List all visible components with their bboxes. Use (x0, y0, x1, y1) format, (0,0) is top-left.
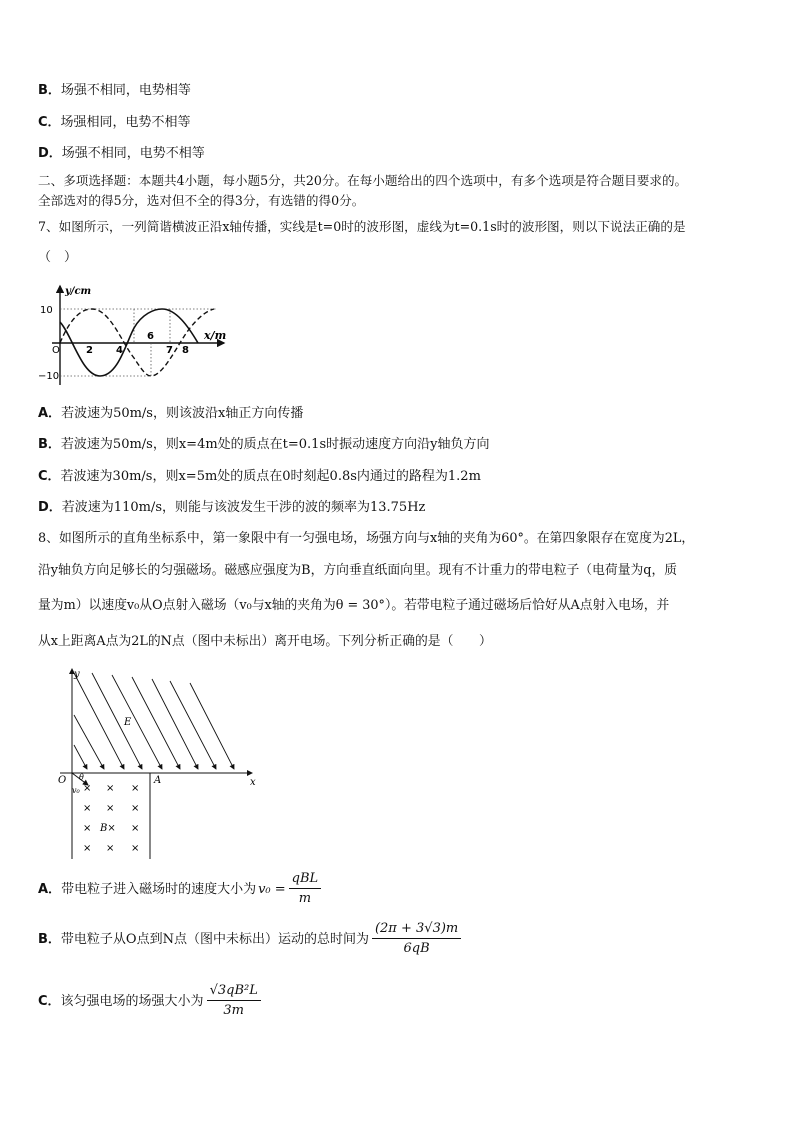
question-8-stem-line4: 从x上距离A点为2L的N点（图中未标出）离开电场。下列分析正确的是（ ） (38, 634, 492, 649)
svg-text:×: × (83, 823, 92, 834)
y-tick-10: 10 (40, 305, 53, 316)
option-text: 若波速为50m/s，则x=4m处的质点在t=0.1s时振动速度方向沿y轴负方向 (60, 437, 490, 452)
question-8-stem-line2: 沿y轴负方向足够长的匀强磁场。磁感应强度为B，方向垂直纸面向里。现有不计重力的带电粒子（电荷量为q，质 (38, 563, 678, 578)
section-heading: 二、多项选择题：本题共4小题，每小题5分，共20分。在每小题给出的四个选项中，有多个选项是符合题目要求的。 (38, 173, 688, 188)
question-8-stem-line1: 8、如图所示的直角坐标系中，第一象限中有一匀强电场，场强方向与x轴的夹角为60°。在第四象限存在宽度为2L， (38, 531, 695, 546)
option-label: D． (38, 146, 62, 161)
option-text: 带电粒子进入磁场时的速度大小为 (61, 882, 257, 897)
option-label: B． (38, 83, 61, 98)
y-axis-label: y (74, 669, 80, 680)
formula-fraction (207, 982, 261, 1021)
svg-text:×: × (83, 843, 92, 854)
option-c (38, 115, 191, 131)
magnetic-field-crosses (83, 783, 139, 854)
option-label: A． (38, 406, 62, 421)
option-label: B． (38, 932, 61, 947)
option-label: D． (38, 500, 62, 515)
formula-denominator: m (298, 891, 312, 906)
option-label: C． (38, 994, 61, 1009)
option-text: 场强不相同，电势不相等 (61, 146, 205, 161)
x-tick-2: 2 (86, 345, 93, 356)
formula-fraction (289, 870, 322, 909)
option-label: A． (38, 882, 62, 897)
option-text: 若波速为110m/s，则能与该波发生干涉的波的频率为13.75Hz (61, 500, 426, 515)
x-tick-7: 7 (166, 345, 173, 356)
svg-text:×: × (106, 803, 115, 814)
option-text: 带电粒子从O点到N点（图中未标出）运动的总时间为 (60, 932, 369, 947)
x-tick-4: 4 (116, 345, 123, 356)
svg-text:×: × (131, 803, 140, 814)
formula-numerator: (2π + 3√3)m (372, 920, 461, 939)
q8-option-a (38, 870, 321, 910)
svg-text:×: × (131, 783, 140, 794)
q7-option-b (38, 437, 489, 453)
theta-label: θ (79, 773, 84, 782)
option-text: 该匀强电场的场强大小为 (60, 994, 204, 1009)
option-label: B． (38, 437, 61, 452)
origin-label: O (58, 775, 67, 786)
x-tick-6: 6 (147, 331, 154, 342)
question-7-stem: 7、如图所示，一列简谐横波正沿x轴传播，实线是t=0时的波形图，虚线为t=0.1s时的波形图，则以下说法正确的是 (38, 219, 686, 234)
y-axis-label: y/cm (65, 286, 92, 297)
option-text: 场强相同，电势不相等 (60, 115, 191, 130)
formula-denominator: 3m (223, 1003, 244, 1018)
svg-text:×: × (131, 843, 140, 854)
magnetic-field-label: B× (100, 823, 116, 834)
x-axis-label: x/m (204, 329, 227, 342)
electric-field-lines (74, 673, 234, 769)
svg-text:×: × (131, 823, 140, 834)
q8-option-b (38, 920, 461, 960)
x-axis-label: x (250, 777, 256, 788)
formula-numerator: √3qB²L (207, 982, 261, 1001)
y-tick-minus10: −10 (38, 371, 60, 382)
option-label: C． (38, 115, 61, 130)
formula-lhs: v₀ = (258, 882, 286, 897)
option-d (38, 146, 205, 162)
option-b (38, 83, 191, 99)
question-7-blank: （ ） (38, 250, 78, 265)
point-a-label: A (154, 775, 162, 786)
v0-label: v₀ (72, 786, 80, 795)
q7-option-d (38, 500, 425, 516)
svg-text:×: × (83, 803, 92, 814)
option-text: 场强不相同，电势相等 (60, 83, 191, 98)
formula-fraction (372, 920, 461, 959)
svg-text:×: × (106, 843, 115, 854)
section-instructions: 全部选对的得5分，选对但不全的得3分，有选错的得0分。 (38, 193, 365, 208)
svg-text:×: × (106, 783, 115, 794)
electric-field-label: E (124, 717, 132, 728)
q7-option-a (38, 406, 303, 422)
svg-text:×: × (83, 783, 92, 794)
option-text: 若波速为30m/s，则x=5m处的质点在0时刻起0.8s内通过的路程为1.2m (60, 469, 481, 484)
x-tick-8: 8 (182, 345, 189, 356)
field-figure (52, 663, 267, 863)
option-text: 若波速为50m/s，则该波沿x轴正方向传播 (61, 406, 304, 421)
q8-option-c (38, 982, 261, 1022)
formula-denominator: 6qB (403, 941, 430, 956)
formula-numerator: qBL (289, 870, 322, 889)
wave-figure (38, 280, 228, 390)
question-8-stem-line3: 量为m）以速度v₀从O点射入磁场（v₀与x轴的夹角为θ = 30°）。若带电粒子通过磁场后恰好从A点射入电场，并 (38, 598, 670, 613)
option-label: C． (38, 469, 61, 484)
q7-option-c (38, 469, 481, 485)
origin-label: O (52, 345, 60, 356)
